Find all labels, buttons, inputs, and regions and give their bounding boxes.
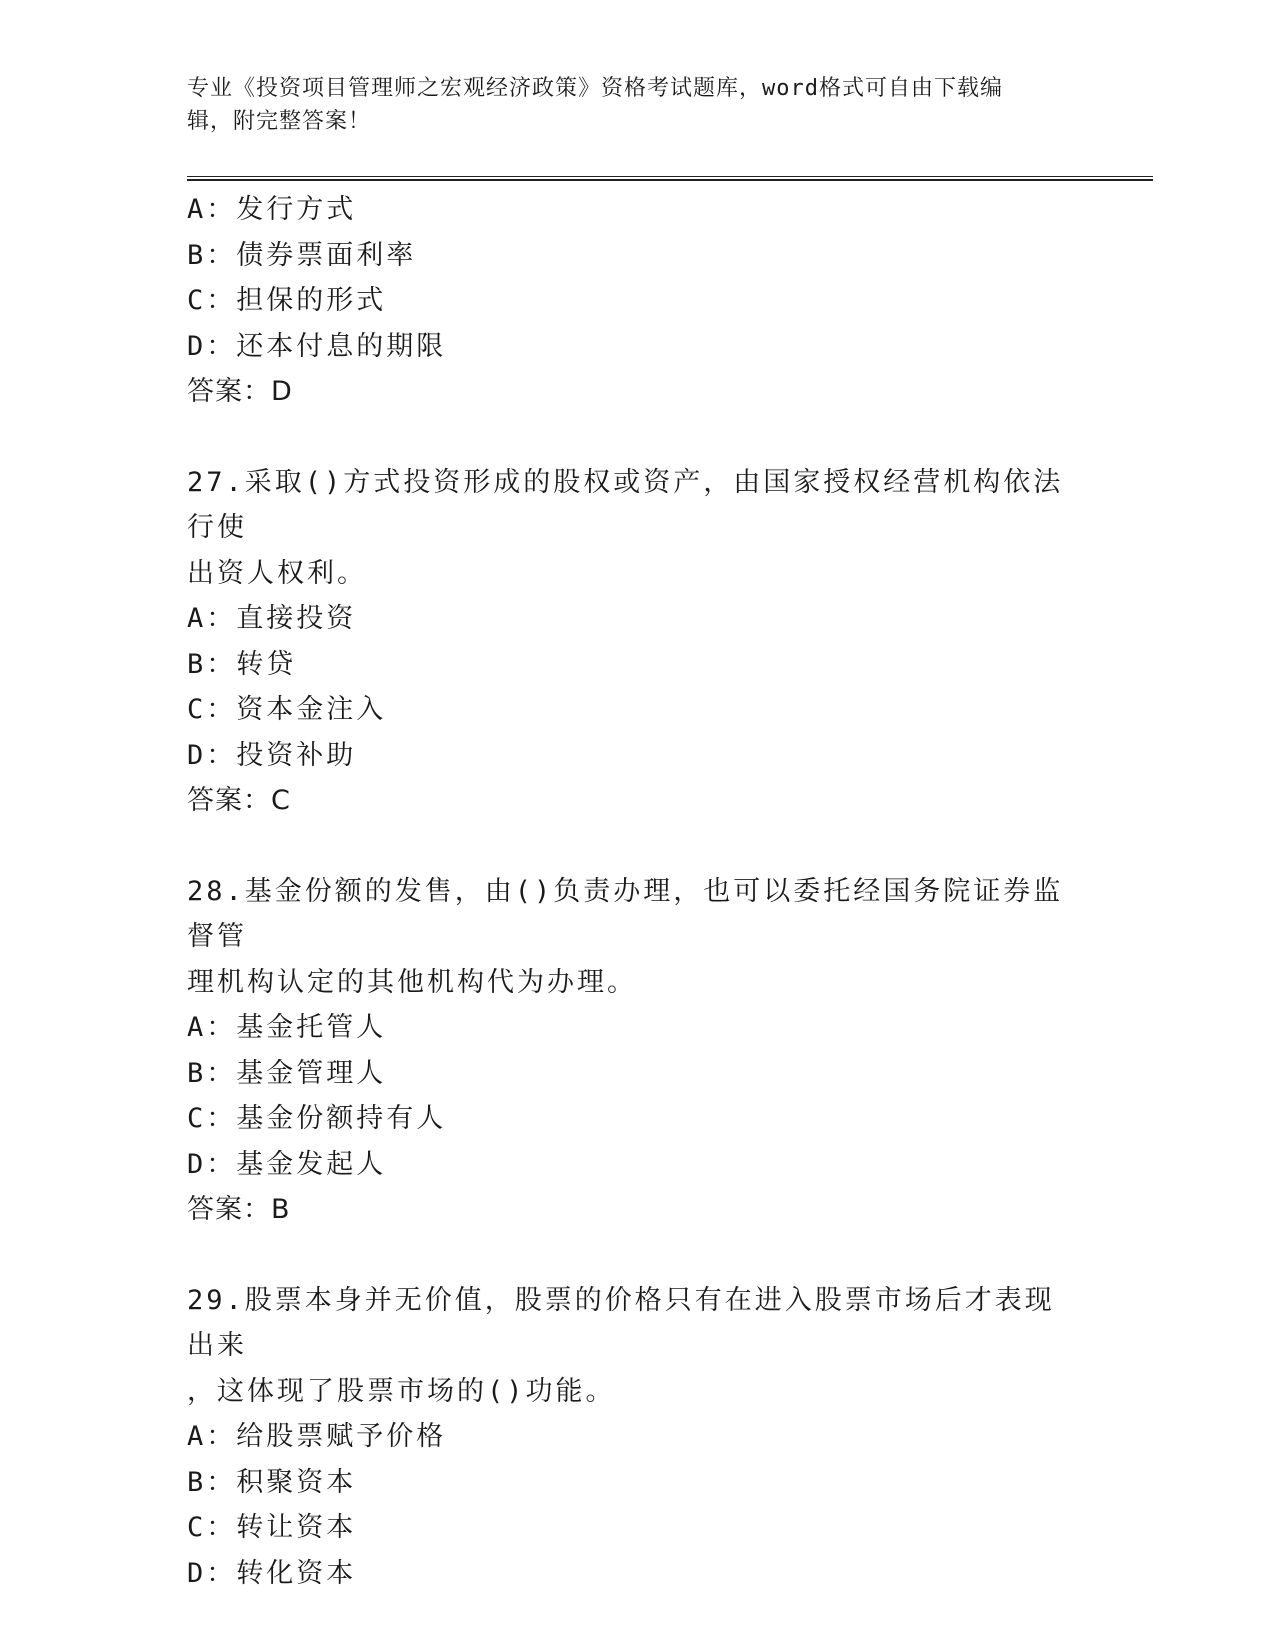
option-d: D：基金发起人 — [187, 1148, 387, 1180]
option-b: B：转贷 — [187, 648, 297, 680]
question-26-continued — [187, 187, 1067, 415]
option-a: A：基金托管人 — [187, 1012, 387, 1043]
option-b: B：积聚资本 — [187, 1466, 357, 1498]
question-stem-line-1: 27.采取()方式投资形成的股权或资产，由国家授权经营机构依法行使 — [187, 466, 1064, 543]
answer-line: 答案：D — [187, 376, 293, 407]
option-c: C：担保的形式 — [187, 285, 387, 316]
question-27 — [187, 460, 1067, 824]
question-stem-line-2: 理机构认定的其他机构代为办理。 — [187, 966, 637, 998]
option-c: C：资本金注入 — [187, 694, 387, 725]
option-b: B：基金管理人 — [187, 1057, 387, 1089]
option-a: A：给股票赋予价格 — [187, 1421, 447, 1452]
option-d: D：转化资本 — [187, 1557, 357, 1589]
answer-line: 答案：B — [187, 1194, 291, 1225]
spacer — [187, 1233, 1067, 1278]
option-b: B：债券票面利率 — [187, 239, 417, 271]
option-a: A：直接投资 — [187, 603, 357, 634]
option-d: D：还本付息的期限 — [187, 330, 447, 362]
question-28 — [187, 869, 1067, 1233]
option-c: C：转让资本 — [187, 1512, 357, 1543]
header-line-1: 专业《投资项目管理师之宏观经济政策》资格考试题库，word格式可自由下载编 — [187, 76, 1003, 101]
spacer — [187, 824, 1067, 869]
question-stem-line-1: 28.基金份额的发售，由()负责办理，也可以委托经国务院证券监督管 — [187, 875, 1064, 952]
question-stem-line-2: ，这体现了股票市场的()功能。 — [187, 1375, 616, 1407]
option-d: D：投资补助 — [187, 739, 357, 771]
question-list — [187, 187, 1067, 1596]
question-29 — [187, 1278, 1067, 1597]
spacer — [187, 415, 1067, 460]
header-divider — [187, 176, 1153, 181]
document-header — [187, 72, 1067, 138]
option-c: C：基金份额持有人 — [187, 1103, 447, 1134]
answer-line: 答案：C — [187, 785, 291, 816]
question-stem-line-1: 29.股票本身并无价值，股票的价格只有在进入股票市场后才表现出来 — [187, 1284, 1055, 1361]
header-line-2: 辑，附完整答案！ — [187, 109, 372, 134]
option-a: A：发行方式 — [187, 194, 357, 225]
question-stem-line-2: 出资人权利。 — [187, 557, 367, 589]
